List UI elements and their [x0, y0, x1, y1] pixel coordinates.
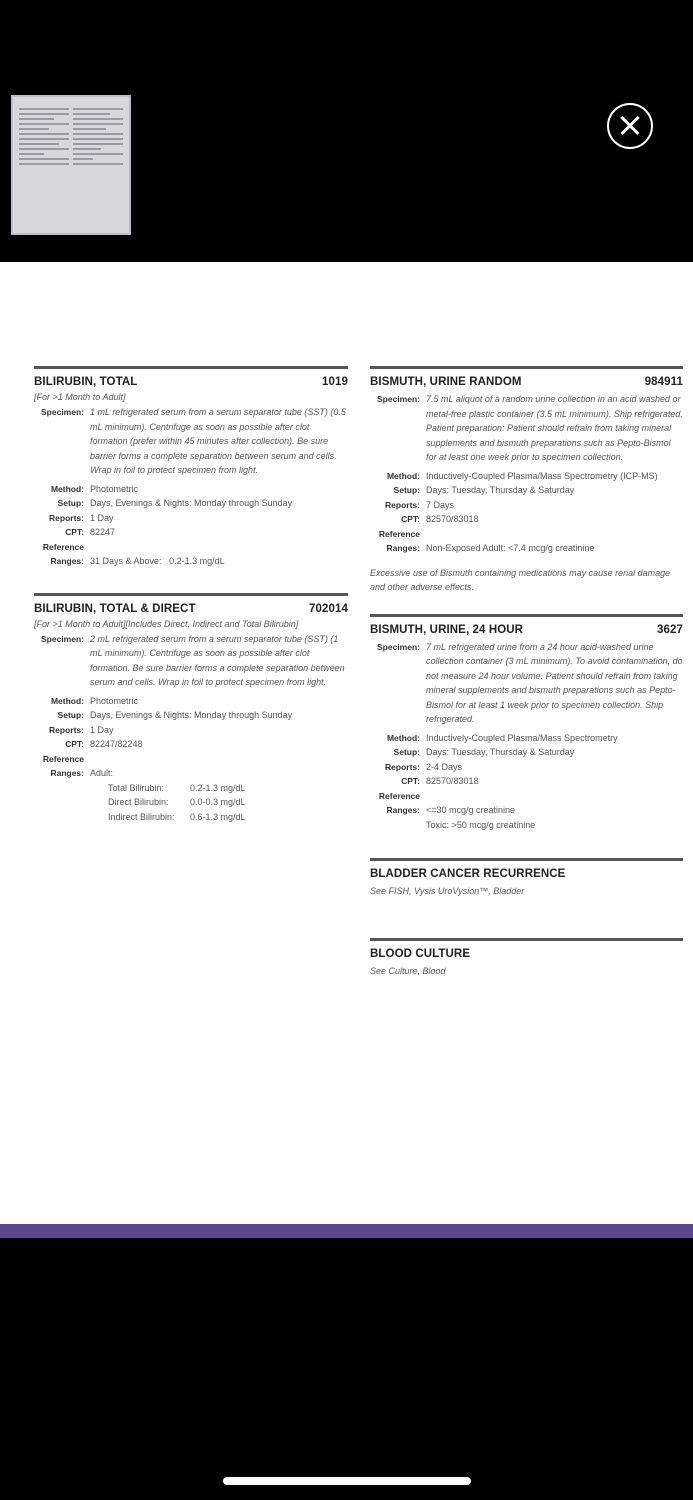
test-header [370, 624, 683, 636]
cpt-text: 82570/83018 [426, 514, 479, 524]
ranges-label: 31 Days & Above: [90, 556, 162, 566]
reports-text: 7 Days [426, 499, 455, 510]
setup-text: Days: Tuesday, Thursday & Saturday [426, 747, 575, 757]
left-column [34, 366, 348, 840]
ranges-value: 0.2-1.3 mg/dL [169, 556, 225, 566]
test-title: BISMUTH, URINE, 24 HOUR [370, 623, 524, 636]
setup-text: Days, Evenings & Nights: Monday through Sunday [90, 498, 293, 508]
field-label: Ranges: [386, 543, 420, 553]
test-code: 702014 [309, 602, 348, 615]
field-label: Method: [386, 732, 420, 743]
range-row: Direct Bilirubin: 0.0-0.3 mg/dL [108, 797, 246, 807]
test-code: 984911 [644, 376, 683, 388]
range-row: Total Bilirubin: 0.2-1.3 mg/dL [108, 782, 246, 793]
ranges-text: Non-Exposed Adult: <7.4 mcg/g creatinine [426, 543, 595, 553]
field-label: CPT: [401, 776, 420, 786]
test-entry [370, 858, 683, 898]
method-text: Inductively-Coupled Plasma/Mass Spectrometry [426, 732, 618, 743]
test-entry [370, 614, 683, 833]
field-label: Ranges: [386, 805, 420, 815]
ranges-text: <=30 mcg/g creatinine [426, 805, 516, 815]
test-title: BISMUTH, URINE RANDOM [370, 376, 522, 388]
test-title: BLOOD CULTURE [370, 948, 471, 960]
see-reference: See Culture, Blood [370, 966, 446, 976]
test-code: 1019 [322, 376, 348, 388]
method-text: Inductively-Coupled Plasma/Mass Spectrometry (ICP-MS) [426, 470, 658, 481]
method-text: Photometric [90, 695, 139, 706]
setup-text: Days, Evenings & Nights: Monday through Sunday [90, 710, 293, 720]
test-note: [For >1 Month to Adult][Includes Direct, Indirect and Total Bilirubin] [34, 618, 299, 629]
method-text: Photometric [90, 483, 139, 494]
ranges-head: Adult: [90, 768, 114, 778]
page-thumbnail[interactable] [11, 95, 131, 235]
field-label: Reports: [385, 499, 420, 510]
divider [370, 366, 683, 369]
field-label: Setup: [57, 710, 84, 720]
test-entry [34, 593, 348, 825]
field-label: Specimen: [377, 394, 420, 404]
field-label: CPT: [401, 514, 420, 524]
divider [370, 938, 683, 941]
test-entry [370, 938, 683, 978]
range-row: Indirect Bilirubin: 0.6-1.3 mg/dL [108, 811, 246, 822]
field-label: Reports: [49, 512, 84, 523]
home-indicator[interactable] [223, 1477, 471, 1485]
divider [34, 593, 348, 596]
cpt-text: 82570/83018 [426, 776, 479, 786]
reports-text: 1 Day [90, 724, 114, 735]
field-label: Setup: [393, 747, 420, 757]
test-entry [34, 366, 348, 569]
test-header [370, 948, 683, 960]
test-entry [370, 366, 683, 594]
field-label: Reports: [49, 724, 84, 735]
divider [370, 858, 683, 861]
document-page [0, 262, 693, 1224]
test-header [34, 603, 348, 615]
setup-text: Days: Tuesday, Thursday & Saturday [426, 485, 575, 495]
close-icon[interactable] [607, 103, 653, 149]
field-label: Specimen: [41, 407, 84, 417]
see-reference: See FISH, Vysis UroVysion™, Bladder [370, 886, 525, 896]
specimen-text: 7 mL refrigerated urine from a 24 hour acid-washed urine collection container (3 mL minimum). To avoid contamination, do not measure 24 hour volume. Patient should refrain from taking mineral supplements and bismuth preparations such as Pepto-Bismol for at least 1 week prior to specimen collection. Ship refrigerated. [426, 641, 683, 724]
reports-text: 1 Day [90, 512, 114, 523]
field-label: Reference [378, 790, 420, 801]
test-header [370, 376, 683, 388]
ranges-text: Toxic: >50 mcg/g creatinine [426, 819, 536, 830]
page-footer-band [0, 1224, 693, 1238]
viewer-top-bar [0, 0, 693, 262]
field-label: Reference [378, 528, 420, 539]
field-label: CPT: [65, 739, 84, 749]
specimen-text: 1 mL refrigerated serum from a serum separator tube (SST) (0.5 mL minimum). Centrifuge as soon as possible after clot formation (prefer within 45 minutes after collection). Be sure barrier forms a complete separation between serum and cells. Wrap in foil to protect specimen from light. [90, 407, 346, 475]
viewer-bottom-bar [0, 1238, 693, 1500]
specimen-text: 2 mL refrigerated serum from a serum separator tube (SST) (1 mL minimum). Centrifuge as soon as possible after clot formation. Be sure barrier forms a complete separation between serum and cells. Wrap in foil to protect specimen from light. [90, 633, 345, 687]
field-label: CPT: [65, 527, 84, 537]
field-label: Setup: [57, 498, 84, 508]
right-column [370, 366, 683, 994]
field-label: Reference [42, 541, 84, 552]
field-label: Ranges: [50, 768, 84, 778]
field-label: Reports: [385, 761, 420, 772]
field-label: Method: [386, 470, 420, 481]
cpt-text: 82247/82248 [90, 739, 143, 749]
test-title: BILIRUBIN, TOTAL [34, 376, 138, 388]
field-label: Specimen: [377, 641, 420, 652]
test-note: [For >1 Month to Adult] [34, 392, 126, 402]
field-label: Method: [50, 695, 84, 706]
divider [370, 614, 683, 617]
test-code: 3627 [657, 623, 683, 636]
test-title: BILIRUBIN, TOTAL & DIRECT [34, 602, 196, 615]
cpt-text: 82247 [90, 527, 116, 537]
field-label: Reference [42, 753, 84, 764]
footnote: Excessive use of Bismuth containing medications may cause renal damage and other adverse effects. [370, 567, 671, 592]
divider [34, 366, 348, 369]
field-label: Specimen: [41, 633, 84, 644]
specimen-text: 7.5 mL aliquot of a random urine collection in an acid washed or metal-free plastic container (3.5 mL minimum). Ship refrigerated. Patient preparation: Patient should refrain from taking mineral supplements and bismuth preparations such as Pepto-Bismol for at least one week prior to specimen collection. [426, 394, 683, 462]
test-title: BLADDER CANCER RECURRENCE [370, 868, 566, 880]
reports-text: 2-4 Days [426, 761, 463, 772]
field-label: Method: [50, 483, 84, 494]
test-header [370, 868, 683, 880]
field-label: Ranges: [50, 556, 84, 566]
field-label: Setup: [393, 485, 420, 495]
test-header [34, 376, 348, 388]
